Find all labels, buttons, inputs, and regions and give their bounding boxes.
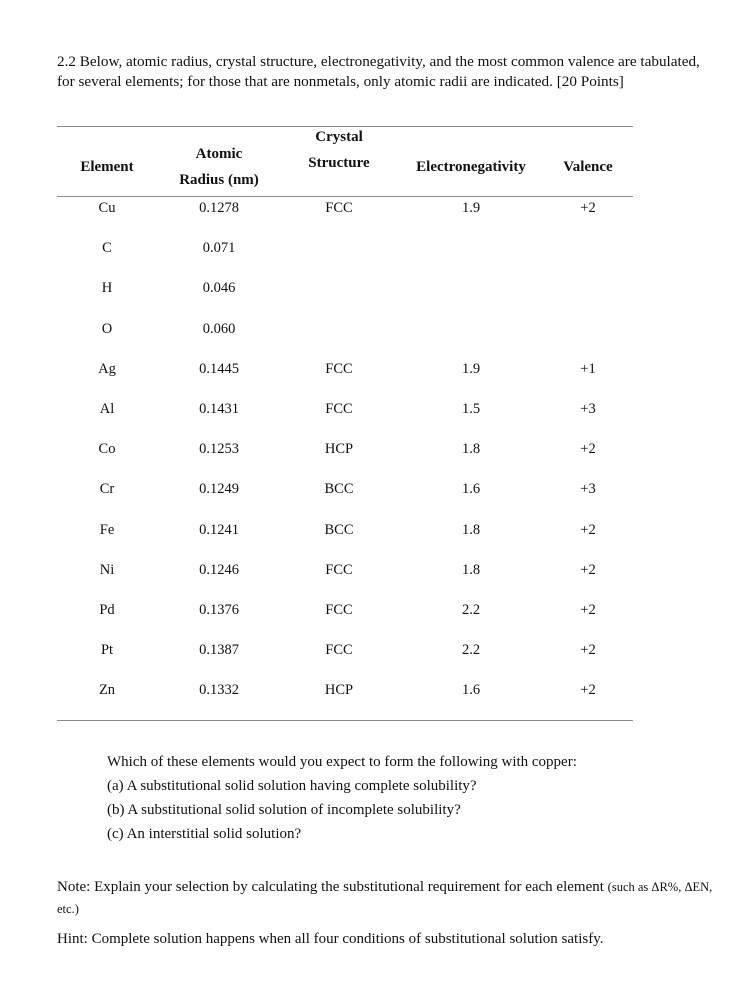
header-radius-line2: Radius (nm) <box>179 172 259 188</box>
note-small: (such as ΔR%, ΔEN, etc.) <box>57 880 713 916</box>
cell-element: Ni <box>99 561 115 578</box>
cell-valence: +2 <box>580 561 596 578</box>
cell-atomic-radius: 0.1246 <box>199 561 239 578</box>
header-electronegativity: Electronegativity <box>416 159 526 175</box>
cell-element: Cr <box>99 481 115 498</box>
header-valence: Valence <box>563 159 613 175</box>
cell-element: Al <box>99 401 115 417</box>
question-b: (b) A substitutional solid solution of incomplete solubility? <box>107 802 461 818</box>
cell-valence: +2 <box>580 441 596 458</box>
cell-crystal-structure: FCC <box>325 401 353 417</box>
cell-atomic-radius: 0.1431 <box>199 401 239 417</box>
cell-atomic-radius: 0.1387 <box>199 642 239 659</box>
cell-element: Pt <box>100 642 114 659</box>
note <box>57 876 717 920</box>
cell-atomic-radius: 0.1278 <box>199 200 239 216</box>
table-header-rule <box>57 196 633 197</box>
cell-crystal-structure: HCP <box>324 682 354 699</box>
cell-electronegativity: 1.6 <box>461 481 481 498</box>
cell-valence: +2 <box>580 642 596 659</box>
cell-electronegativity: 1.5 <box>461 401 481 417</box>
question-a: (a) A substitutional solid solution having complete solubility? <box>107 778 477 794</box>
header-structure-line1: Crystal <box>315 129 363 145</box>
cell-atomic-radius: 0.1241 <box>199 521 239 538</box>
question-prompt: Which of these elements would you expect to form the following with copper: <box>107 754 577 770</box>
cell-electronegativity: 1.8 <box>461 561 481 578</box>
cell-atomic-radius: 0.046 <box>202 280 236 297</box>
cell-electronegativity: 1.9 <box>461 360 481 377</box>
cell-atomic-radius: 0.1249 <box>199 481 239 498</box>
hint: Hint: Complete solution happens when all four conditions of substitutional solution satisfy. <box>57 931 604 947</box>
cell-element: Ag <box>98 360 116 377</box>
cell-crystal-structure: FCC <box>325 200 353 216</box>
cell-element: Zn <box>98 682 116 699</box>
table-bottom-rule <box>57 720 633 721</box>
cell-electronegativity: 1.9 <box>461 200 481 216</box>
cell-electronegativity: 2.2 <box>461 642 481 659</box>
cell-element: O <box>101 320 113 337</box>
cell-valence: +3 <box>580 481 596 498</box>
cell-valence: +3 <box>580 401 596 417</box>
cell-element: Fe <box>99 521 115 538</box>
cell-valence: +1 <box>580 360 596 377</box>
cell-valence: +2 <box>580 521 596 538</box>
cell-crystal-structure: FCC <box>325 642 353 659</box>
note-main: Note: Explain your selection by calculating the substitutional requirement for each element <box>57 879 604 895</box>
cell-element: Pd <box>99 602 115 618</box>
cell-crystal-structure: FCC <box>325 561 353 578</box>
cell-valence: +2 <box>580 682 596 699</box>
problem-statement: 2.2 Below, atomic radius, crystal structure, electronegativity, and the most common valence are tabulated, for several elements; for those that are nonmetals, only atomic radii are indicated. [20 Points] <box>57 53 700 90</box>
cell-atomic-radius: 0.060 <box>202 320 236 337</box>
cell-element: C <box>102 240 112 257</box>
cell-crystal-structure: FCC <box>325 360 353 377</box>
cell-element: H <box>101 280 113 297</box>
cell-electronegativity: 2.2 <box>461 602 481 618</box>
header-element: Element <box>80 159 134 175</box>
cell-crystal-structure: FCC <box>325 602 353 618</box>
cell-electronegativity: 1.8 <box>461 521 481 538</box>
cell-atomic-radius: 0.1253 <box>199 441 239 458</box>
header-crystal-structure <box>289 124 389 176</box>
cell-crystal-structure: BCC <box>324 521 354 538</box>
cell-valence: +2 <box>580 602 596 618</box>
header-structure-line2: Structure <box>308 155 370 171</box>
header-radius-line1: Atomic <box>195 146 243 162</box>
cell-atomic-radius: 0.1376 <box>199 602 239 618</box>
header-atomic-radius <box>159 141 279 193</box>
cell-element: Co <box>98 441 116 458</box>
cell-atomic-radius: 0.071 <box>202 240 236 257</box>
cell-element: Cu <box>98 200 116 216</box>
cell-crystal-structure: BCC <box>324 481 354 498</box>
cell-atomic-radius: 0.1445 <box>199 360 239 377</box>
cell-crystal-structure: HCP <box>324 441 354 458</box>
cell-valence: +2 <box>580 200 596 216</box>
cell-electronegativity: 1.8 <box>461 441 481 458</box>
questions-block <box>107 750 577 846</box>
cell-atomic-radius: 0.1332 <box>199 682 239 699</box>
question-c: (c) An interstitial solid solution? <box>107 826 302 842</box>
cell-electronegativity: 1.6 <box>461 682 481 699</box>
